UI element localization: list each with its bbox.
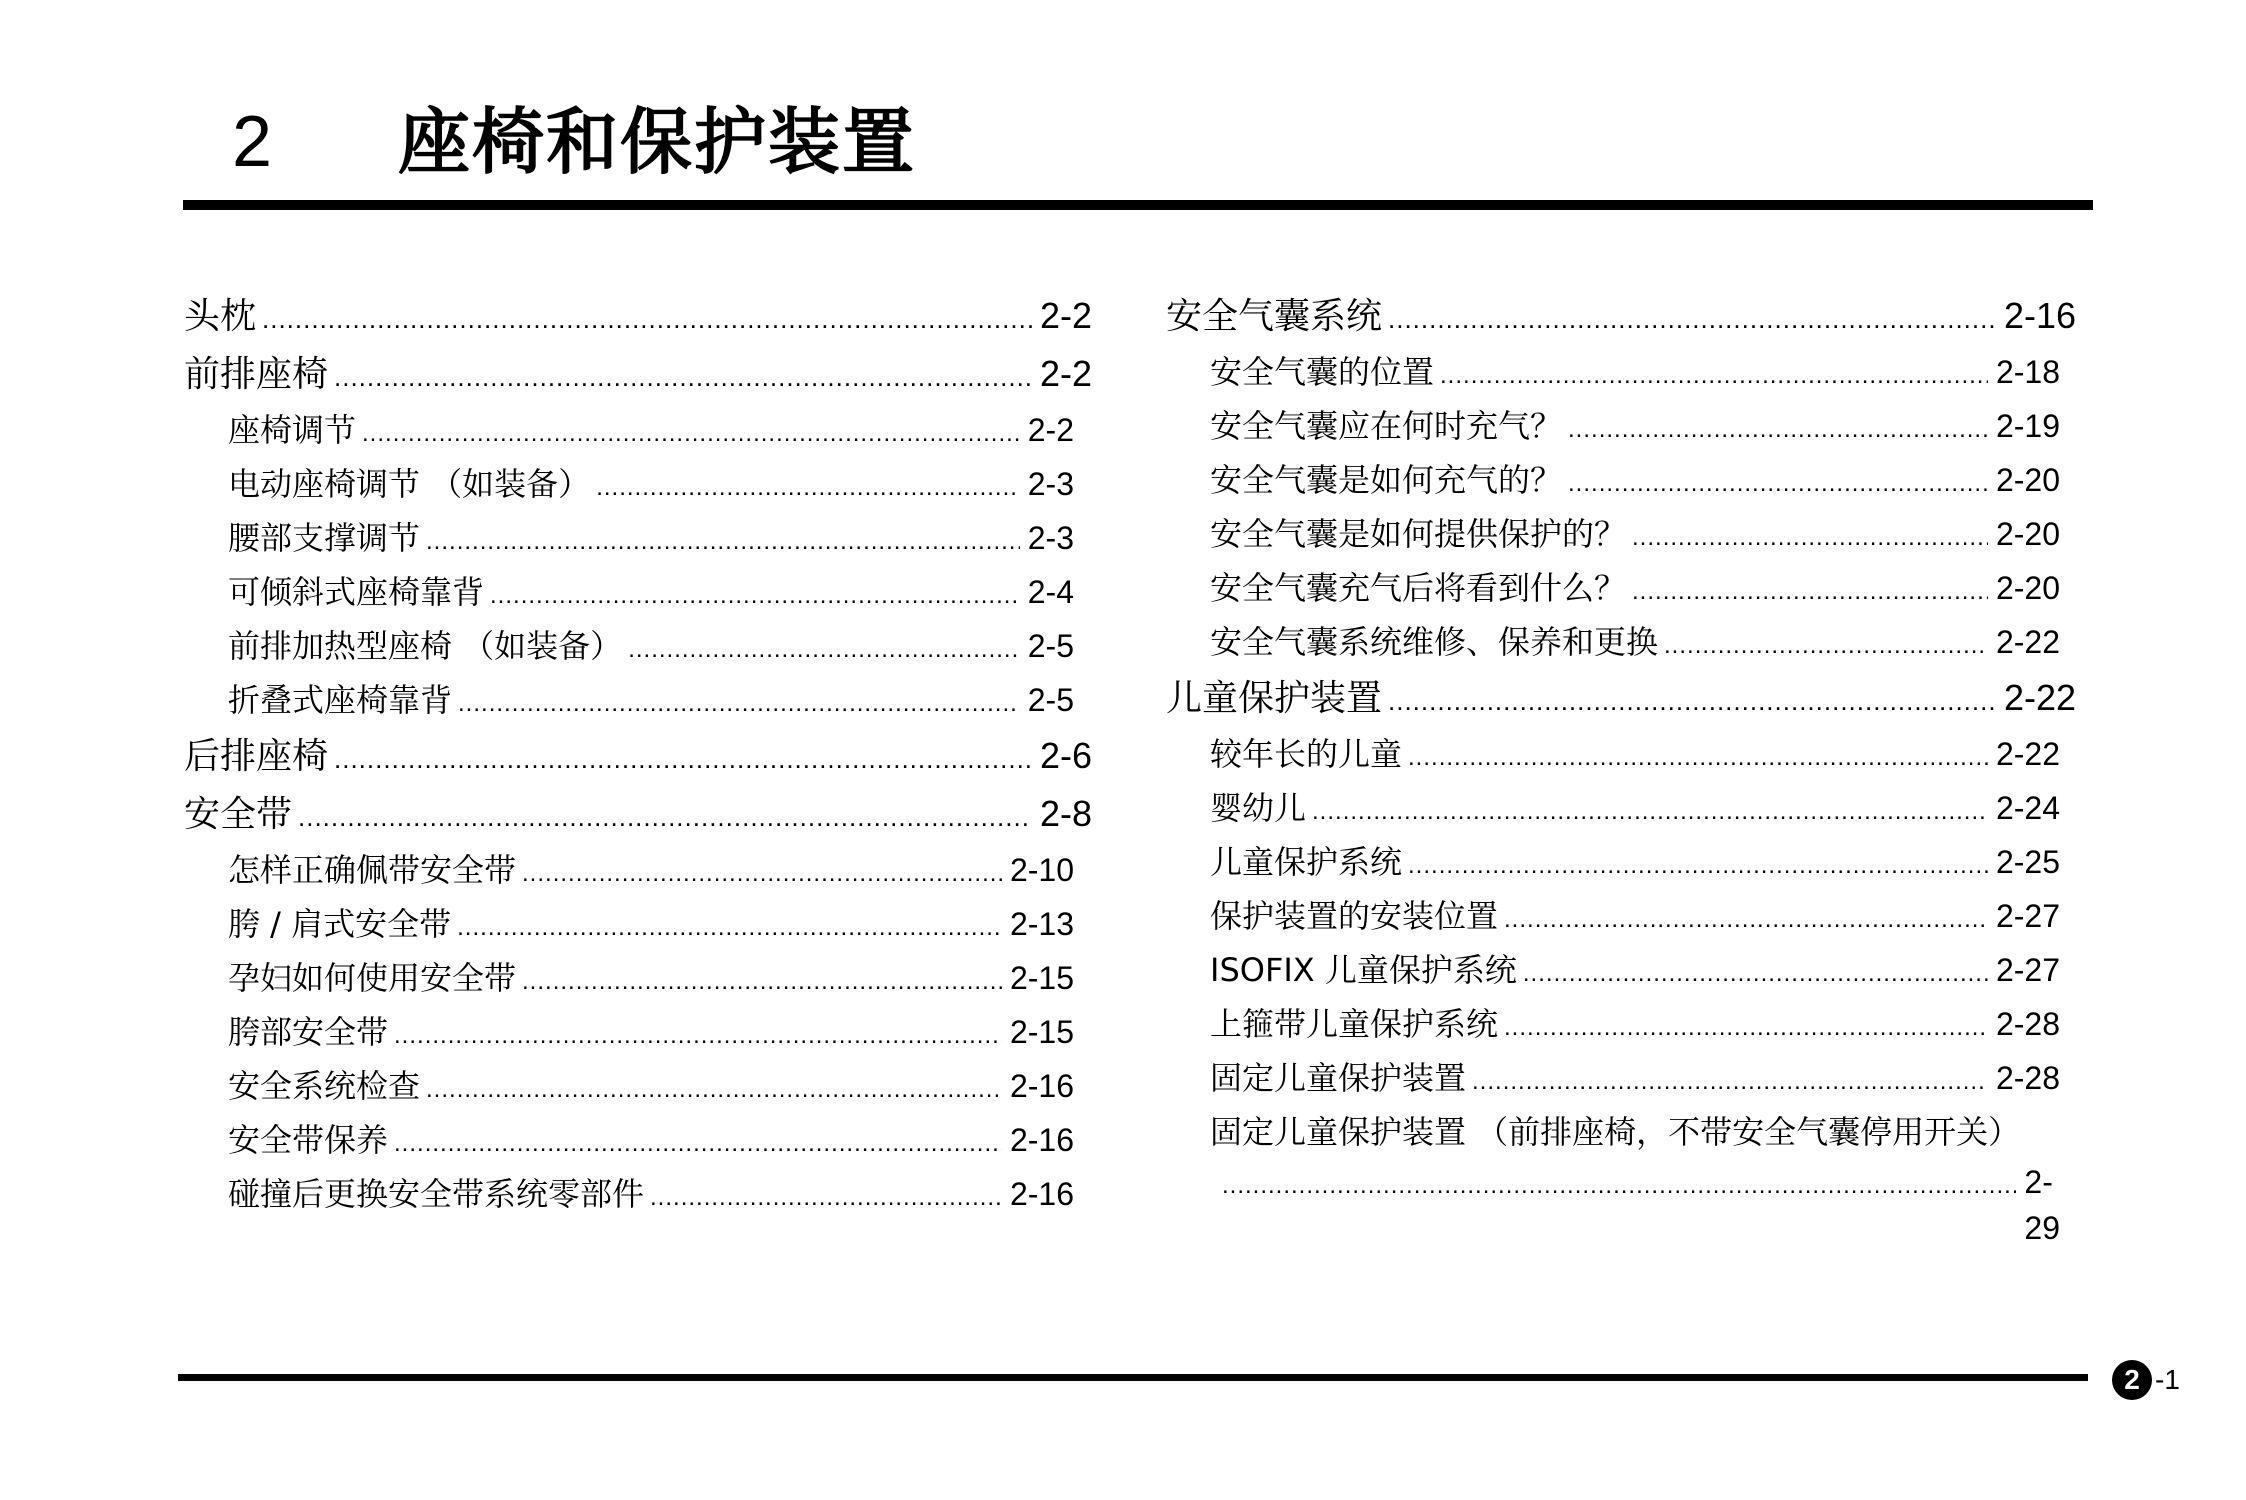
dot-leader xyxy=(426,1063,1002,1117)
toc-subsection-entry[interactable] xyxy=(184,403,1092,457)
dot-leader xyxy=(298,788,1032,846)
toc-entry-label: 安全气囊是如何提供保护的？ xyxy=(1210,515,1627,553)
toc-entry-page: 2-15 xyxy=(1009,960,1074,996)
toc-entry-page: 2-28 xyxy=(1995,1060,2060,1096)
dot-leader xyxy=(334,348,1032,406)
toc-entry-page: 2-5 xyxy=(1027,628,1074,664)
toc-entry-label: 安全带保养 xyxy=(228,1121,389,1159)
toc-subsection-entry[interactable] xyxy=(184,1113,1092,1167)
toc-entry-label: 安全气囊的位置 xyxy=(1210,353,1435,391)
dot-leader xyxy=(394,1009,1002,1063)
toc-entry-page: 2-20 xyxy=(1995,462,2060,498)
dot-leader xyxy=(262,290,1032,348)
toc-entry-label: 可倾斜式座椅靠背 xyxy=(228,573,485,611)
toc-entry[interactable] xyxy=(1166,1105,2076,1246)
toc-entry-label: 胯部安全带 xyxy=(228,1013,389,1051)
toc-subsection-entry[interactable] xyxy=(1166,345,2076,399)
toc-entry-label: 怎样正确佩带安全带 xyxy=(228,851,517,889)
toc-entry-page: 2-10 xyxy=(1009,852,1074,888)
toc-entry-label: 安全系统检查 xyxy=(228,1067,421,1105)
toc-subsection-entry[interactable] xyxy=(184,1167,1092,1221)
toc-entry-page: 2-27 xyxy=(1995,898,2060,934)
page-number-suffix: -1 xyxy=(2155,1364,2180,1395)
toc-subsection-entry[interactable] xyxy=(1166,997,2076,1051)
toc-entry-label: 前排加热型座椅 （如装备） xyxy=(228,627,623,665)
toc-section-entry[interactable] xyxy=(184,785,1092,843)
toc-entry-page: 2-2 xyxy=(1039,353,1092,394)
toc-entry-label: 胯 / 肩式安全带 xyxy=(228,905,452,943)
toc-subsection-entry[interactable] xyxy=(1166,615,2076,669)
toc-entry-page: 2-28 xyxy=(1995,1006,2060,1042)
toc-entry-page: 2-3 xyxy=(1027,520,1074,556)
toc-entry-label: 安全气囊是如何充气的？ xyxy=(1210,461,1563,499)
toc-subsection-entry[interactable] xyxy=(184,951,1092,1005)
chapter-number: 2 xyxy=(232,102,273,182)
dot-leader xyxy=(1664,619,1988,673)
toc-entry-page: 2-24 xyxy=(1995,790,2060,826)
dot-leader xyxy=(1504,1001,1988,1055)
toc-entry-page: 2-16 xyxy=(1009,1122,1074,1158)
toc-subsection-entry[interactable] xyxy=(184,897,1092,951)
toc-entry-label: 安全气囊充气后将看到什么？ xyxy=(1210,569,1627,607)
dot-leader xyxy=(1408,839,1988,893)
dot-leader xyxy=(490,569,1020,623)
toc-entry-page: 2-16 xyxy=(2003,295,2076,336)
dot-leader xyxy=(1472,1055,1988,1109)
dot-leader xyxy=(1632,565,1988,619)
dot-leader xyxy=(362,407,1020,461)
toc-section-entry[interactable] xyxy=(184,727,1092,785)
dot-leader xyxy=(426,515,1020,569)
toc-right-column xyxy=(1166,287,2076,1246)
dot-leader xyxy=(458,677,1020,731)
toc-entry-page: 2-6 xyxy=(1039,735,1092,776)
dot-leader xyxy=(628,623,1020,677)
dot-leader xyxy=(1388,290,1996,348)
toc-entry-label: 固定儿童保护装置 （前排座椅，不带安全气囊停用开关） xyxy=(1210,1113,2021,1151)
dot-leader xyxy=(1568,457,1988,511)
toc-entry-page: 2-25 xyxy=(1995,844,2060,880)
dot-leader xyxy=(457,901,1002,955)
toc-entry-label: 儿童保护装置 xyxy=(1166,678,1383,719)
dot-leader xyxy=(334,730,1032,788)
toc-entry-label: 前排座椅 xyxy=(184,354,329,395)
toc-entry-label: 保护装置的安装位置 xyxy=(1210,897,1499,935)
toc-entry-label: 腰部支撑调节 xyxy=(228,519,421,557)
toc-entry-label: 上箍带儿童保护系统 xyxy=(1210,1005,1499,1043)
dot-leader xyxy=(1440,349,1988,403)
toc-entry-page: 2-5 xyxy=(1027,682,1074,718)
dot-leader xyxy=(650,1171,1002,1225)
footer-divider xyxy=(178,1374,2088,1381)
toc-subsection-entry[interactable] xyxy=(1166,727,2076,781)
toc-entry-label: 碰撞后更换安全带系统零部件 xyxy=(228,1175,645,1213)
toc-entry-label: 婴幼儿 xyxy=(1210,789,1307,827)
dot-leader xyxy=(522,847,1002,901)
toc-entry-page: 2-13 xyxy=(1009,906,1074,942)
dot-leader xyxy=(1408,731,1988,785)
toc-entry-page: 2-20 xyxy=(1995,516,2060,552)
toc-entry-label: 折叠式座椅靠背 xyxy=(228,681,453,719)
chapter-title: 座椅和保护装置 xyxy=(398,100,917,184)
toc-entry-label: 后排座椅 xyxy=(184,736,329,777)
toc-entry-label: 头枕 xyxy=(184,296,257,337)
toc-entry-label: 固定儿童保护装置 xyxy=(1210,1059,1467,1097)
toc-subsection-entry[interactable] xyxy=(1166,1051,2076,1105)
toc-subsection-entry[interactable] xyxy=(1166,835,2076,889)
toc-entry-page: 2-2 xyxy=(1027,412,1074,448)
toc-section-entry[interactable] xyxy=(1166,669,2076,727)
page-number xyxy=(2112,1360,2180,1400)
toc-entry-page: 2-19 xyxy=(1995,408,2060,444)
toc-entry-page: 2-18 xyxy=(1995,354,2060,390)
toc-subsection-entry[interactable] xyxy=(1166,561,2076,615)
toc-entry-page: 2-29 xyxy=(2024,1164,2060,1246)
dot-leader xyxy=(1504,893,1988,947)
toc-entry-label: 较年长的儿童 xyxy=(1210,735,1403,773)
toc-entry-label: 孕妇如何使用安全带 xyxy=(228,959,517,997)
header-divider xyxy=(183,200,2093,210)
dot-leader xyxy=(1523,947,1988,1001)
toc-subsection-entry[interactable] xyxy=(1166,889,2076,943)
toc-entry-page: 2-4 xyxy=(1027,574,1074,610)
toc-subsection-entry[interactable] xyxy=(184,1005,1092,1059)
toc-subsection-entry[interactable] xyxy=(184,619,1092,673)
toc-subsection-entry[interactable] xyxy=(1166,781,2076,835)
toc-entry-label: 儿童保护系统 xyxy=(1210,843,1403,881)
dot-leader xyxy=(1222,1163,2016,1209)
toc-left-column xyxy=(184,287,1092,1221)
toc-section-entry[interactable] xyxy=(1166,287,2076,345)
toc-subsection-entry[interactable] xyxy=(184,457,1092,511)
toc-entry-label: 安全带 xyxy=(184,794,293,835)
dot-leader xyxy=(1632,511,1988,565)
toc-entry-label: 座椅调节 xyxy=(228,411,357,449)
dot-leader xyxy=(1568,403,1988,457)
toc-subsection-entry[interactable] xyxy=(1166,453,2076,507)
toc-entry-page: 2-22 xyxy=(1995,624,2060,660)
toc-subsection-entry[interactable] xyxy=(1166,399,2076,453)
toc-subsection-entry[interactable] xyxy=(1166,943,2076,997)
toc-entry-page: 2-27 xyxy=(1995,952,2060,988)
toc-subsection-entry[interactable] xyxy=(184,1059,1092,1113)
toc-subsection-entry[interactable] xyxy=(184,673,1092,727)
toc-subsection-entry[interactable] xyxy=(184,565,1092,619)
toc-subsection-entry[interactable] xyxy=(184,511,1092,565)
toc-entry-page: 2-22 xyxy=(1995,736,2060,772)
toc-subsection-entry[interactable] xyxy=(184,843,1092,897)
toc-entry-page: 2-8 xyxy=(1039,793,1092,834)
toc-subsection-entry[interactable] xyxy=(1166,507,2076,561)
dot-leader xyxy=(1312,785,1988,839)
dot-leader xyxy=(522,955,1002,1009)
toc-entry-label: 安全气囊系统 xyxy=(1166,296,1383,337)
toc-entry-label: 安全气囊应在何时充气？ xyxy=(1210,407,1563,445)
toc-entry-page: 2-2 xyxy=(1039,295,1092,336)
toc-section-entry[interactable] xyxy=(184,287,1092,345)
toc-entry-page: 2-3 xyxy=(1027,466,1074,502)
toc-entry-page: 2-22 xyxy=(2003,677,2076,718)
toc-entry-label: 电动座椅调节 （如装备） xyxy=(228,465,591,503)
toc-entry-page: 2-16 xyxy=(1009,1068,1074,1104)
dot-leader xyxy=(394,1117,1002,1171)
toc-entry-label: 安全气囊系统维修、保养和更换 xyxy=(1210,623,1659,661)
toc-entry-page: 2-16 xyxy=(1009,1176,1074,1212)
toc-entry-label: ISOFIX 儿童保护系统 xyxy=(1210,951,1517,989)
toc-entry-page: 2-15 xyxy=(1009,1014,1074,1050)
dot-leader xyxy=(596,461,1020,515)
chapter-badge: 2 xyxy=(2112,1360,2152,1400)
dot-leader xyxy=(1388,672,1996,730)
toc-section-entry[interactable] xyxy=(184,345,1092,403)
toc-entry-page: 2-20 xyxy=(1995,570,2060,606)
